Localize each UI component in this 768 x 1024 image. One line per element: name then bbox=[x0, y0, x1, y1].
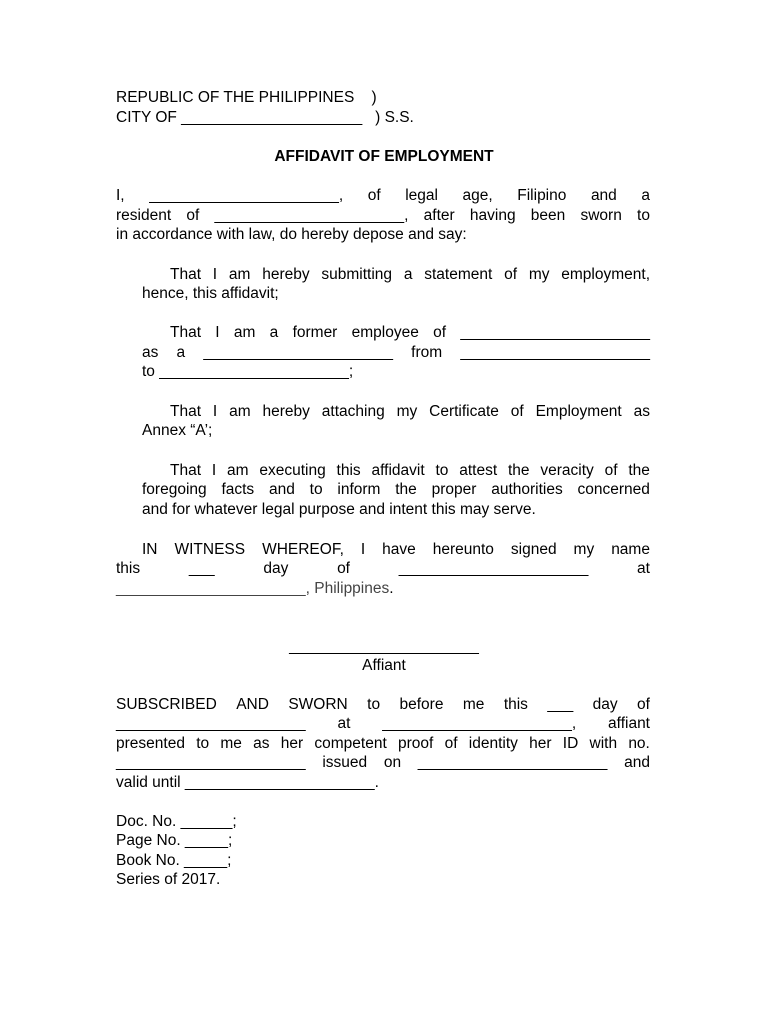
word: foregoing bbox=[142, 481, 207, 498]
paragraph-4-line-2 bbox=[142, 480, 650, 499]
paragraph-1-line-2: hence, this affidavit; bbox=[142, 285, 279, 302]
word: I bbox=[215, 324, 220, 341]
word: issued bbox=[322, 754, 368, 771]
word: attaching bbox=[321, 403, 385, 420]
word: of bbox=[510, 403, 524, 420]
word: That bbox=[170, 324, 202, 341]
witness-period: . bbox=[389, 580, 394, 597]
page-number: Page No. _____; bbox=[116, 832, 233, 849]
word: WITNESS bbox=[174, 541, 246, 558]
word: and bbox=[590, 187, 617, 204]
intro-line-3: in accordance with law, do hereby depose and say: bbox=[116, 226, 467, 243]
word: the bbox=[628, 462, 650, 479]
word: no. bbox=[628, 735, 650, 752]
word: this bbox=[503, 696, 528, 713]
word: her bbox=[529, 735, 552, 752]
witness-country: Philippines bbox=[309, 580, 390, 597]
intro-line-1 bbox=[116, 186, 650, 205]
word: SWORN bbox=[288, 696, 348, 713]
word: employee bbox=[351, 324, 419, 341]
word: I bbox=[212, 403, 218, 420]
word: me bbox=[462, 696, 485, 713]
word: ______________________, bbox=[214, 207, 409, 224]
word: former bbox=[292, 324, 338, 341]
jurat-line-3 bbox=[116, 734, 650, 753]
witness-place-blank: ______________________, bbox=[116, 580, 310, 597]
word: ID bbox=[562, 735, 579, 752]
word: IN bbox=[142, 541, 158, 558]
word: ______________________ bbox=[116, 715, 306, 732]
paragraph-3-line-2: Annex “A’; bbox=[142, 422, 213, 439]
word: facts bbox=[221, 481, 255, 498]
word: and bbox=[624, 754, 650, 771]
word: of bbox=[444, 735, 458, 752]
word: SUBSCRIBED bbox=[116, 696, 217, 713]
word: resident bbox=[116, 207, 172, 224]
document-title: AFFIDAVIT OF EMPLOYMENT bbox=[274, 148, 494, 165]
word: competent bbox=[314, 735, 387, 752]
word: a bbox=[269, 324, 279, 341]
paragraph-4-line-3: and for whatever legal purpose and intent this may serve. bbox=[142, 501, 536, 518]
word: to bbox=[367, 696, 381, 713]
word: before bbox=[399, 696, 444, 713]
word: authorities bbox=[491, 481, 563, 498]
word: hereby bbox=[262, 266, 310, 283]
paragraph-2-line-2 bbox=[142, 343, 650, 362]
word: affidavit bbox=[371, 462, 425, 479]
word: veracity bbox=[540, 462, 594, 479]
word: affiant bbox=[608, 715, 650, 732]
witness-line-3 bbox=[116, 579, 394, 598]
doc-number: Doc. No. ______; bbox=[116, 813, 237, 830]
signature-line: ______________________ bbox=[289, 638, 479, 655]
header-republic: REPUBLIC OF THE PHILIPPINES ) bbox=[116, 89, 377, 106]
word: have bbox=[382, 541, 416, 558]
word: am bbox=[228, 266, 251, 283]
word: been bbox=[530, 207, 566, 224]
word: legal bbox=[405, 187, 438, 204]
word: ______________________, bbox=[149, 187, 344, 204]
word: identity bbox=[468, 735, 518, 752]
word: ______________________ bbox=[116, 754, 306, 771]
word: of bbox=[367, 187, 381, 204]
word: ______________________ bbox=[460, 324, 650, 341]
word: this bbox=[116, 560, 141, 577]
word: to bbox=[196, 735, 210, 752]
word: Certificate bbox=[429, 403, 499, 420]
word: me bbox=[220, 735, 242, 752]
word: ______________________ bbox=[203, 344, 393, 361]
jurat-line-1 bbox=[116, 695, 650, 714]
word: at bbox=[637, 560, 650, 577]
word: ______________________ bbox=[398, 560, 589, 577]
word: statement bbox=[424, 266, 493, 283]
word: of bbox=[186, 207, 200, 224]
word: am bbox=[229, 403, 251, 420]
word: of bbox=[504, 266, 518, 283]
word: as bbox=[633, 403, 650, 420]
jurat-line-2 bbox=[116, 714, 650, 733]
word: with bbox=[589, 735, 618, 752]
word: sworn bbox=[580, 207, 622, 224]
word: I, bbox=[116, 187, 125, 204]
word: Filipino bbox=[517, 187, 567, 204]
word: the bbox=[395, 481, 417, 498]
witness-line-1 bbox=[142, 540, 650, 559]
word: day bbox=[592, 696, 618, 713]
word: That bbox=[170, 462, 202, 479]
word: ___ bbox=[188, 560, 215, 577]
series-year: Series of 2017. bbox=[116, 871, 221, 888]
word: having bbox=[469, 207, 516, 224]
word: at bbox=[337, 715, 351, 732]
word: That bbox=[170, 266, 202, 283]
word: of bbox=[337, 560, 350, 577]
word: ______________________ bbox=[417, 754, 608, 771]
paragraph-2-line-3: to ______________________; bbox=[142, 363, 354, 380]
word: I bbox=[211, 462, 217, 479]
word: presented bbox=[116, 735, 185, 752]
word: executing bbox=[259, 462, 326, 479]
word: after bbox=[423, 207, 455, 224]
word: of bbox=[433, 324, 447, 341]
intro-line-2 bbox=[116, 206, 650, 225]
word: her bbox=[280, 735, 304, 752]
word: WHEREOF, bbox=[262, 541, 344, 558]
jurat-line-4 bbox=[116, 753, 650, 772]
word: AND bbox=[236, 696, 269, 713]
word: employment, bbox=[561, 266, 650, 283]
word: ______________________ bbox=[460, 344, 650, 361]
word: a bbox=[176, 344, 186, 361]
word: of bbox=[604, 462, 618, 479]
word: my bbox=[396, 403, 418, 420]
book-number: Book No. _____; bbox=[116, 852, 232, 869]
word: from bbox=[411, 344, 443, 361]
word: submitting bbox=[321, 266, 393, 283]
witness-line-2 bbox=[116, 559, 650, 578]
word: Employment bbox=[535, 403, 622, 420]
word: proper bbox=[431, 481, 477, 498]
paragraph-2-line-1 bbox=[170, 323, 650, 342]
paragraph-4-line-1 bbox=[170, 461, 650, 480]
word: am bbox=[226, 462, 249, 479]
word: to bbox=[637, 207, 650, 224]
word: my bbox=[573, 541, 595, 558]
word: on bbox=[383, 754, 402, 771]
word: a bbox=[641, 187, 650, 204]
word: concerned bbox=[577, 481, 650, 498]
word: hereunto bbox=[432, 541, 494, 558]
affiant-label: Affiant bbox=[362, 657, 406, 674]
word: attest bbox=[459, 462, 498, 479]
word: to bbox=[435, 462, 449, 479]
paragraph-3-line-1 bbox=[170, 402, 650, 421]
word: a bbox=[403, 266, 413, 283]
word: day bbox=[263, 560, 289, 577]
word: I bbox=[360, 541, 366, 558]
word: inform bbox=[337, 481, 381, 498]
word: this bbox=[336, 462, 361, 479]
word: am bbox=[233, 324, 256, 341]
word: as bbox=[253, 735, 270, 752]
word: and bbox=[268, 481, 295, 498]
word: I bbox=[212, 266, 218, 283]
header-city: CITY OF _____________________ ) S.S. bbox=[116, 109, 414, 126]
word: as bbox=[142, 344, 159, 361]
word: That bbox=[170, 403, 202, 420]
word: hereby bbox=[262, 403, 310, 420]
word: age, bbox=[462, 187, 493, 204]
word: to bbox=[309, 481, 323, 498]
word: ______________________, bbox=[382, 715, 577, 732]
word: ___ bbox=[547, 696, 574, 713]
word: of bbox=[637, 696, 650, 713]
paragraph-1-line-1 bbox=[170, 265, 650, 284]
word: proof bbox=[398, 735, 434, 752]
word: signed bbox=[510, 541, 557, 558]
word: name bbox=[611, 541, 650, 558]
jurat-line-5: valid until ______________________. bbox=[116, 774, 379, 791]
word: the bbox=[507, 462, 530, 479]
word: my bbox=[528, 266, 550, 283]
